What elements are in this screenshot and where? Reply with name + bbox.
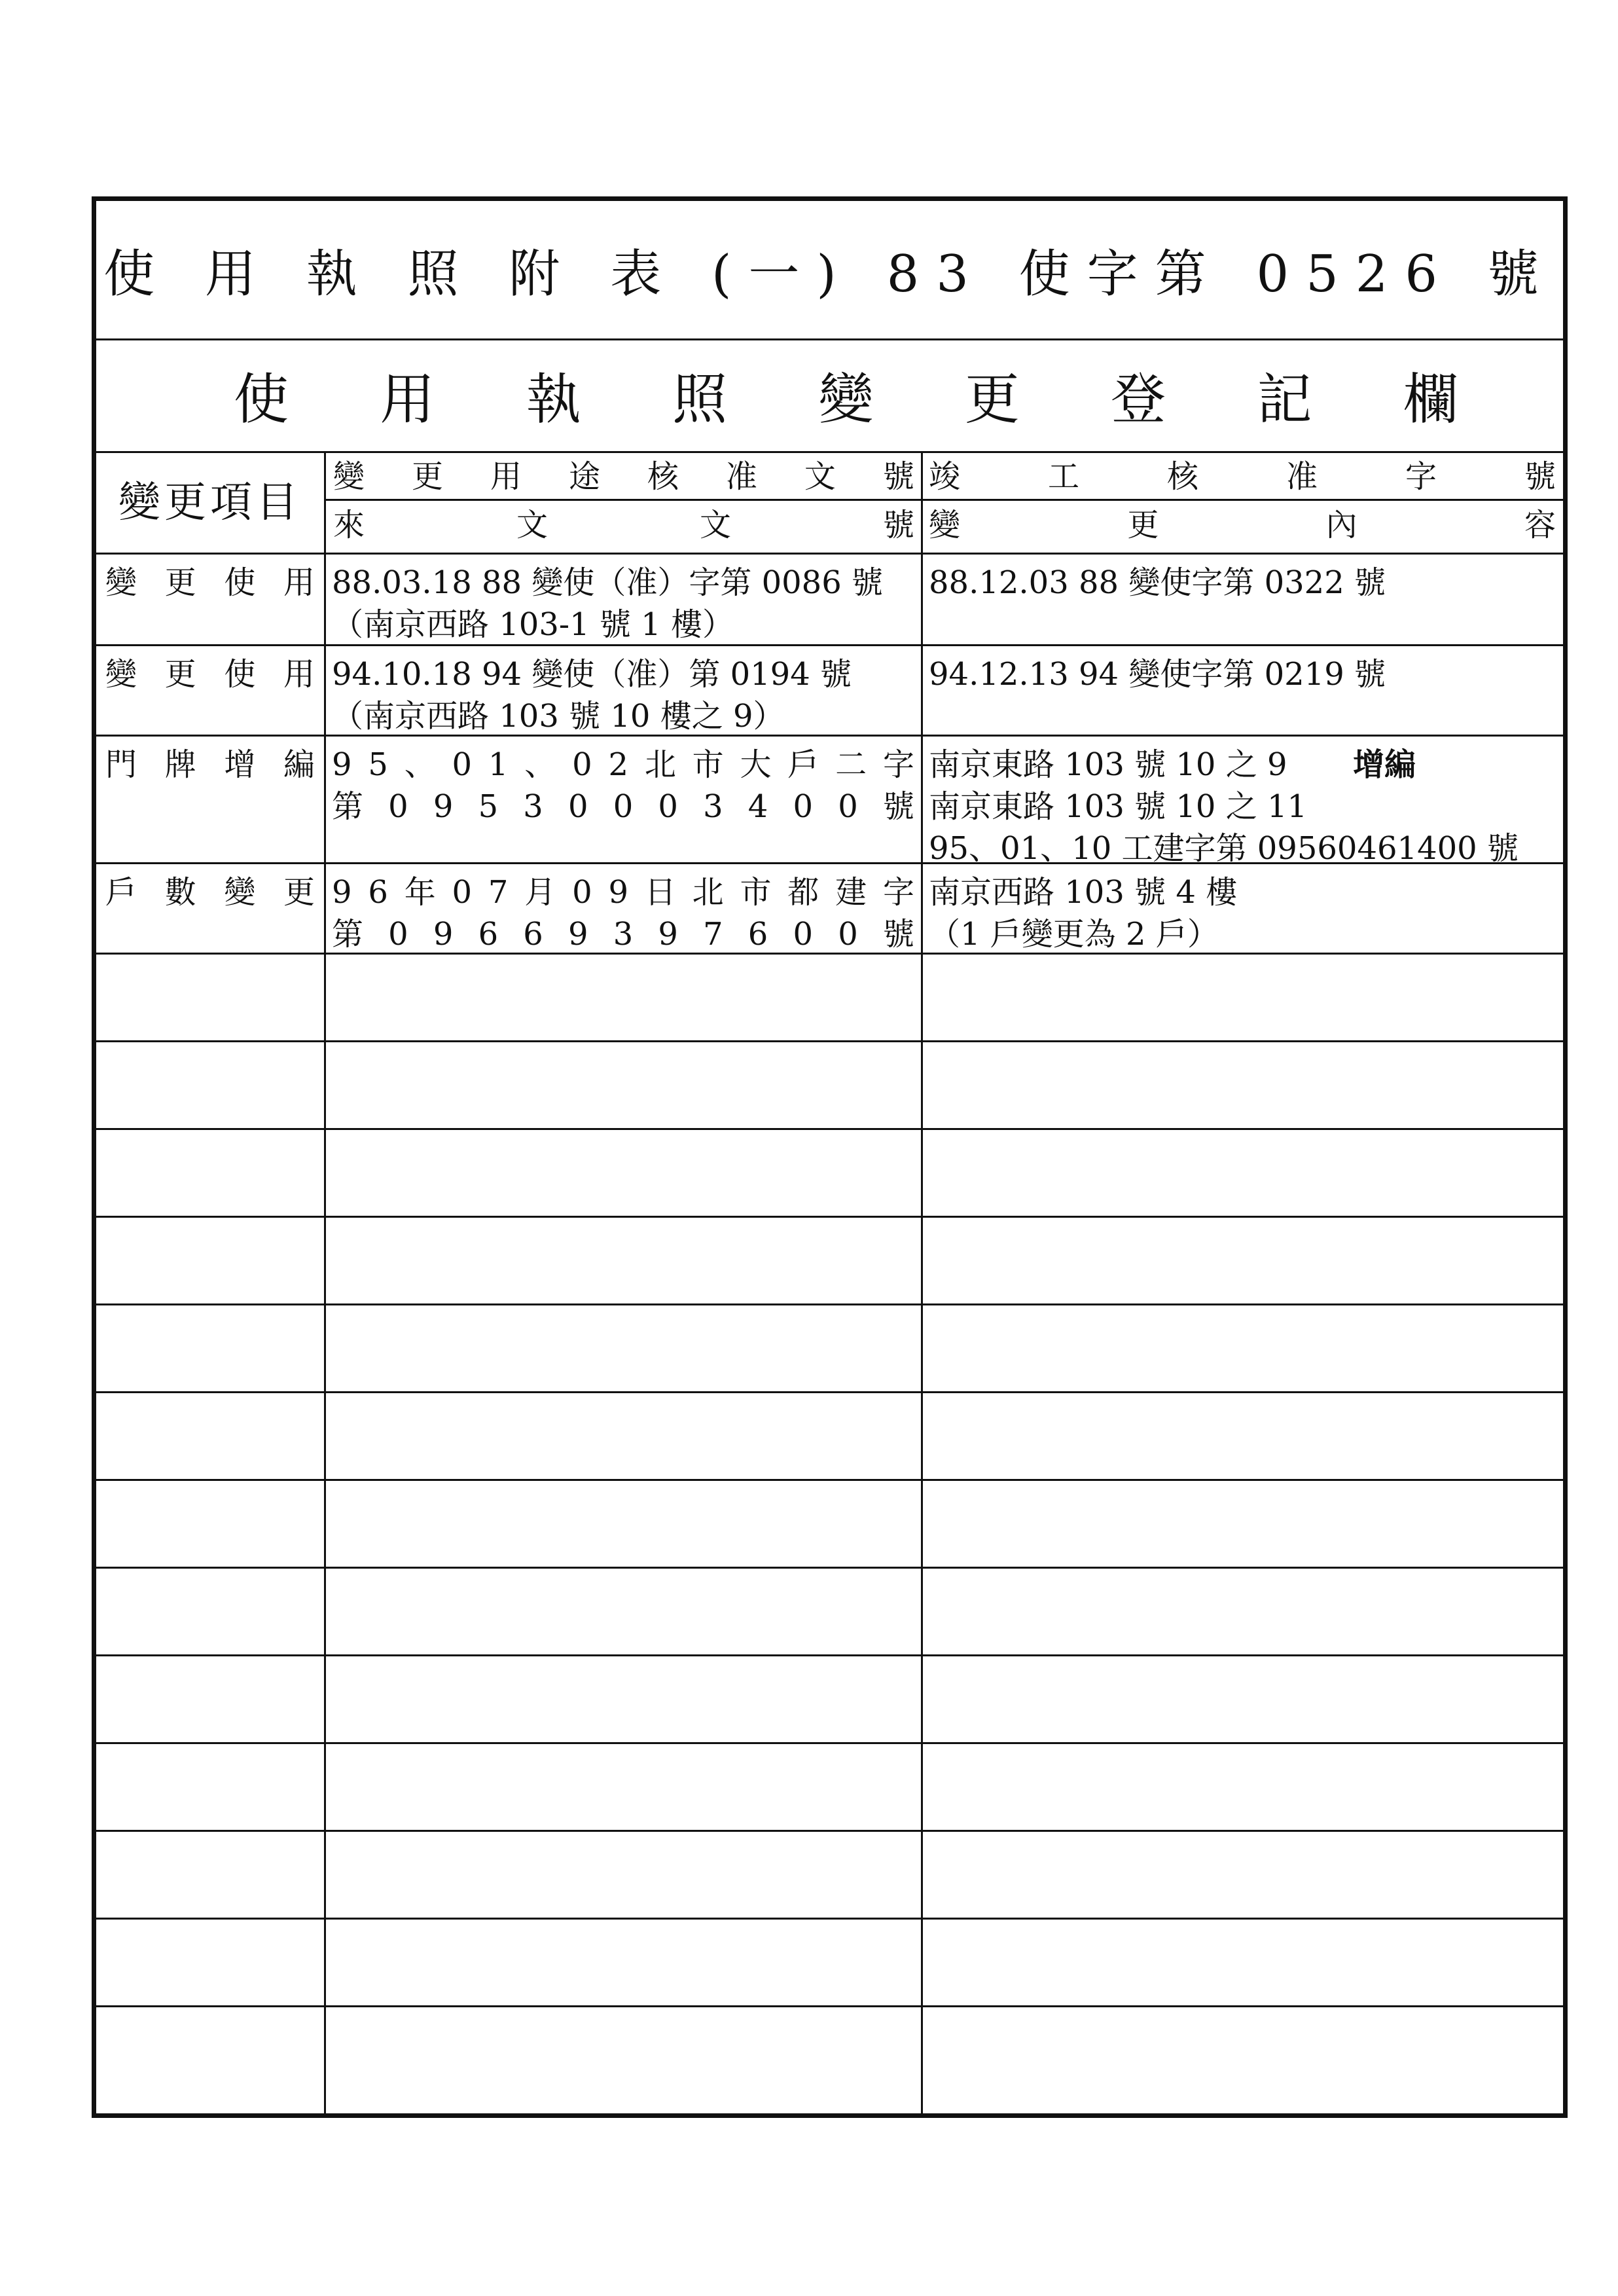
header-char: 核 [647, 458, 679, 495]
row-divider [96, 1479, 1563, 1481]
doc-char: 7 [488, 874, 509, 911]
doc-line [332, 871, 914, 913]
doc-line: 94.10.18 94 變使（准）第 0194 號 [332, 656, 852, 693]
doc-char: 7 [703, 916, 723, 953]
doc-char: 0 [567, 788, 588, 825]
row-divider [96, 1216, 1563, 1218]
header-char: 變 [333, 458, 365, 495]
doc-char: 6 [747, 916, 768, 953]
header-char: 途 [568, 458, 600, 495]
doc-char: 0 [388, 916, 408, 953]
item-char: 門 [105, 746, 137, 783]
content-line [929, 744, 1556, 786]
doc-char: 、 [404, 746, 436, 783]
item-char: 變 [224, 874, 256, 911]
row-divider [96, 1128, 1563, 1130]
doc-char: 0 [452, 874, 473, 911]
row-divider [96, 1742, 1563, 1744]
header-char: 文 [804, 458, 836, 495]
item-char: 變 [105, 656, 137, 693]
item-char: 用 [283, 564, 315, 601]
header-approval-doc-number [333, 456, 914, 498]
doc-char: 市 [692, 746, 724, 783]
item-char: 更 [283, 874, 315, 911]
doc-char: 第 [332, 788, 364, 825]
doc-char: 、 [524, 746, 556, 783]
doc-char: 9 [332, 874, 352, 911]
doc-char: 建 [835, 874, 867, 911]
item-char: 使 [224, 564, 256, 601]
heading-char: 欄 [1403, 367, 1458, 431]
row-divider [96, 1654, 1563, 1656]
header-char: 用 [490, 458, 522, 495]
doc-line: （南京西路 103-1 號 1 樓） [332, 606, 734, 643]
content-line: 88.12.03 88 變使字第 0322 號 [929, 564, 1386, 601]
change-content-cell [929, 562, 1556, 604]
row-divider [96, 1303, 1563, 1305]
heading-char: 更 [964, 367, 1020, 431]
section-heading [96, 338, 1563, 453]
header-char: 文 [516, 507, 548, 543]
content-line: 南京西路 103 號 4 樓 [929, 874, 1238, 911]
doc-char: 3 [613, 916, 634, 953]
doc-char: 大 [740, 746, 772, 783]
header-incoming-doc-number [333, 504, 914, 546]
doc-char: 年 [404, 874, 436, 911]
doc-char: 北 [644, 746, 676, 783]
header-char: 准 [1285, 458, 1318, 495]
doc-line: 88.03.18 88 變使（准）字第 0086 號 [332, 564, 884, 601]
doc-char: 3 [523, 788, 543, 825]
header-char: 內 [1325, 507, 1357, 543]
approval-doc-cell [332, 653, 914, 737]
header-change-item: 變更項目 [118, 479, 302, 527]
content-line: 94.12.13 94 變使字第 0219 號 [929, 656, 1386, 693]
doc-char: 9 [433, 788, 454, 825]
doc-char: 6 [478, 916, 499, 953]
doc-char: 字 [882, 874, 914, 911]
doc-char: 6 [523, 916, 543, 953]
doc-line [332, 913, 914, 955]
doc-char: 0 [572, 874, 592, 911]
heading-char: 執 [526, 367, 581, 431]
heading-char: 使 [234, 367, 289, 431]
doc-char: 號 [882, 916, 914, 953]
column-divider [324, 453, 326, 2113]
approval-doc-cell [332, 744, 914, 828]
license-appendix-form [92, 196, 1568, 2118]
header-char: 容 [1524, 507, 1556, 543]
header-char: 文 [699, 507, 731, 543]
heading-char: 登 [1111, 367, 1166, 431]
doc-char: 9 [332, 746, 352, 783]
item-char: 更 [164, 656, 196, 693]
doc-char: 0 [838, 916, 858, 953]
row-divider [96, 1040, 1563, 1042]
doc-char: 6 [368, 874, 388, 911]
doc-char: 北 [692, 874, 724, 911]
doc-char: 市 [740, 874, 772, 911]
doc-char: 2 [608, 746, 628, 783]
change-content-cell [929, 871, 1556, 955]
row-divider [96, 1918, 1563, 1920]
doc-char: 1 [488, 746, 509, 783]
header-char: 來 [333, 507, 365, 543]
doc-char: 5 [368, 746, 388, 783]
doc-char: 月 [524, 874, 556, 911]
doc-line: （南京西路 103 號 10 樓之 9） [332, 698, 785, 735]
doc-char: 9 [433, 916, 454, 953]
header-char: 竣 [929, 458, 961, 495]
heading-char: 記 [1257, 367, 1312, 431]
doc-char: 戶 [787, 746, 819, 783]
content-line: 南京東路 103 號 10 之 11 [929, 788, 1308, 825]
heading-char: 照 [672, 367, 728, 431]
row-divider [96, 2005, 1563, 2007]
item-char: 使 [224, 656, 256, 693]
doc-char: 0 [838, 788, 858, 825]
heading-char: 變 [818, 367, 874, 431]
content-line: （1 戶變更為 2 戶） [929, 916, 1219, 953]
doc-char: 9 [608, 874, 628, 911]
item-char: 更 [164, 564, 196, 601]
form-title: 使 用 執 照 附 表 (一) 83 使字第 0526 號 [96, 201, 1563, 340]
change-item-cell [105, 871, 315, 913]
header-char: 准 [725, 458, 757, 495]
header-char: 核 [1166, 458, 1198, 495]
item-char: 牌 [164, 746, 196, 783]
item-char: 數 [164, 874, 196, 911]
approval-doc-cell [332, 562, 914, 646]
header-subdivider [324, 499, 1563, 501]
header-char: 號 [882, 458, 914, 495]
doc-line [332, 786, 914, 828]
doc-char: 9 [658, 916, 678, 953]
doc-char: 4 [747, 788, 768, 825]
change-item-cell [105, 744, 315, 786]
doc-char: 0 [793, 788, 814, 825]
doc-char: 0 [793, 916, 814, 953]
doc-char: 9 [567, 916, 588, 953]
header-char: 字 [1405, 458, 1437, 495]
header-char: 工 [1047, 458, 1079, 495]
header-char: 更 [1127, 507, 1159, 543]
row-divider [96, 553, 1563, 555]
doc-char: 第 [332, 916, 364, 953]
doc-char: 日 [644, 874, 676, 911]
change-register-table [96, 453, 1563, 2113]
change-item-cell [105, 653, 315, 695]
header-completion-approval-number [929, 456, 1556, 498]
row-divider [96, 1830, 1563, 1832]
header-char: 變 [929, 507, 961, 543]
doc-char: 號 [882, 788, 914, 825]
doc-char: 3 [703, 788, 723, 825]
doc-char: 5 [478, 788, 499, 825]
doc-char: 0 [613, 788, 634, 825]
doc-char: 字 [882, 746, 914, 783]
approval-doc-cell [332, 871, 914, 955]
change-content-cell [929, 653, 1556, 695]
doc-char: 0 [658, 788, 678, 825]
item-char: 變 [105, 564, 137, 601]
doc-line [332, 744, 914, 786]
doc-char: 二 [835, 746, 867, 783]
row-divider [96, 1391, 1563, 1393]
header-char: 號 [882, 507, 914, 543]
heading-char: 用 [380, 367, 435, 431]
doc-char: 0 [572, 746, 592, 783]
row-divider [96, 1567, 1563, 1569]
item-char: 增 [224, 746, 256, 783]
change-item-cell [105, 562, 315, 604]
doc-char: 都 [787, 874, 819, 911]
content-text: 南京東路 103 號 10 之 9 [929, 746, 1287, 783]
header-char: 號 [1524, 458, 1556, 495]
column-divider [921, 453, 923, 2113]
doc-char: 0 [388, 788, 408, 825]
header-char: 更 [411, 458, 443, 495]
change-content-cell [929, 744, 1556, 869]
added-tag: 增編 [1353, 746, 1416, 783]
doc-char: 0 [452, 746, 473, 783]
header-change-content [929, 504, 1556, 546]
content-line: 95、01、10 工建字第 09560461400 號 [929, 830, 1519, 867]
item-char: 用 [283, 656, 315, 693]
item-char: 戶 [105, 874, 137, 911]
item-char: 編 [283, 746, 315, 783]
